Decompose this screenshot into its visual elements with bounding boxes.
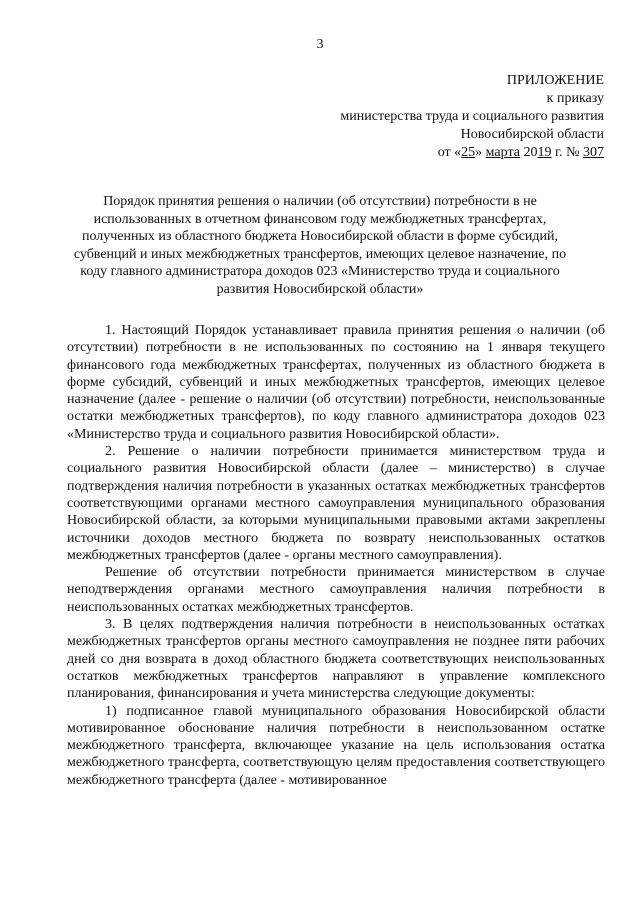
paragraph: Решение об отсутствии потребности принимается министерством в случае неподтверждения органами местного самоуправления наличия потребности в неиспользованных остатках межбюджетных трансфертов. <box>67 565 605 615</box>
appendix-date-line <box>340 144 604 162</box>
paragraph: 1. Настоящий Порядок устанавливает правила принятия решения о наличии (об отсутствии) потребности в не использованных по состоянию на 1 января текущего финансового года межбюджетных трансфертах, полученных из областного бюджета в форме субсидий, субвенций и иных межбюджетных трансфертов, имеющих целевое назначение (далее - решение о наличии (об отсутствии) потребности, неиспользованные остатки межбюджетных трансфертов), по коду главного администратора доходов 023 «Министерство труда и социального развития Новосибирской области». <box>67 323 605 442</box>
date-prefix: от « <box>437 145 462 160</box>
date-year-prefix: 20 <box>519 145 538 160</box>
date-day: 25 <box>461 145 476 160</box>
appendix-header <box>340 72 604 162</box>
appendix-ministry: министерства труда и социального развития <box>340 109 604 124</box>
paragraph: 2. Решение о наличии потребности принимается министерством труда и социального развития Новосибирской области (далее – министерство) в случае подтверждения наличия потребности в указанных остатках межбюджетных трансфертов соответствующими органами местного самоуправления муниципального образования Новосибирской области, за которыми муниципальными правовыми актами закреплены источники доходов местного бюджета по возврату неиспользованных остатков межбюджетных трансфертов (далее - органы местного самоуправления). <box>67 444 605 563</box>
date-year-suffix: 19 <box>537 145 552 160</box>
appendix-region: Новосибирской области <box>460 127 604 142</box>
paragraph: 3. В целях подтверждения наличия потребности в неиспользованных остатках межбюджетных трансфертов органы местного самоуправления не позднее пяти рабочих дней со дня возврата в доход областного бюджета соответствующих неиспользованных остатков межбюджетных трансфертов направляют в управление комплексного планирования, финансирования и учета министерства следующие документы: <box>67 617 605 702</box>
document-title: Порядок принятия решения о наличии (об отсутствии) потребности в не использованных в отчетном финансовом году межбюджетных трансфертах, полученных из областного бюджета Новосибирской области в форме субсидий, субвенций и иных межбюджетных трансфертов, имеющих целевое назначение, по коду главного администратора доходов 023 «Министерство труда и социального развития Новосибирской области» <box>73 194 567 297</box>
appendix-order-ref: к приказу <box>546 91 604 106</box>
order-number: 307 <box>583 145 604 160</box>
appendix-title: ПРИЛОЖЕНИЕ <box>506 73 604 88</box>
document-body <box>67 322 605 789</box>
page-number: 3 <box>316 37 324 52</box>
date-sep: » <box>475 145 486 160</box>
paragraph: 1) подписанное главой муниципального образования Новосибирской области мотивированное обоснование наличия потребности в неиспользованном остатке межбюджетного трансферта, включающее указание на цель использования остатка межбюджетного трансферта, соответствующую целям предоставления соответствующего межбюджетного трансферта (далее - мотивированное <box>67 703 605 788</box>
date-month: марта <box>485 145 520 160</box>
order-number-prefix: г. № <box>551 145 583 160</box>
